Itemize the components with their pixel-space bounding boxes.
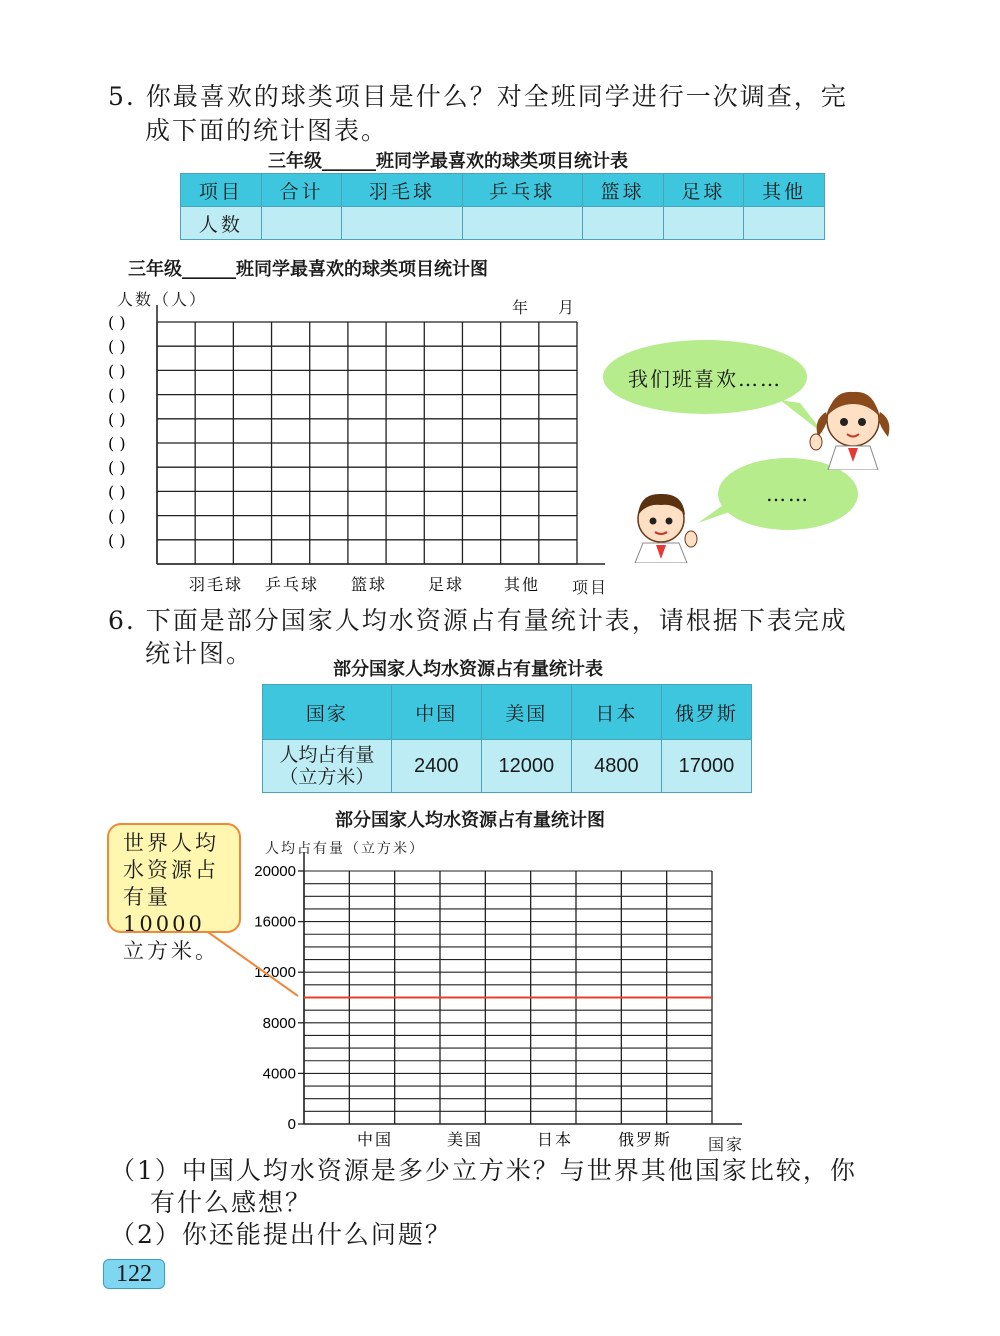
q5-th-1: 合计: [261, 174, 342, 207]
q5-th-2: 羽毛球: [342, 174, 462, 207]
q5-th-0: 项目: [181, 174, 262, 207]
q5-row-label: 人数: [181, 207, 262, 240]
q6-x-labels: [357, 1130, 672, 1149]
q5-line1: 5. 你最喜欢的球类项目是什么？对全班同学进行一次调查，完: [108, 82, 848, 111]
q6-sub1-line1: （1）中国人均水资源是多少立方米？与世界其他国家比较，你: [110, 1156, 857, 1185]
q5-line2: 成下面的统计图表。: [145, 116, 389, 145]
q6-table-title: 部分国家人均水资源占有量统计表: [333, 659, 603, 680]
q6-y-tick-label: 0: [287, 1116, 296, 1133]
q5-x-label: 足球: [427, 575, 465, 594]
q6-th-0: 国家: [263, 685, 392, 740]
q6-th-1: 中国: [391, 685, 481, 740]
note-line-3: 有量10000: [123, 885, 205, 936]
q6-value-usa: 12000: [481, 740, 571, 793]
q6-th-3: 日本: [571, 685, 661, 740]
q5-y-tick: ( ): [108, 482, 126, 502]
q6-value-japan: 4800: [571, 740, 661, 793]
q6-row-label-line2: （立方米）: [279, 766, 375, 788]
q6-y-tick-label: 20000: [254, 863, 296, 880]
note-line-2: 水资源占: [123, 858, 219, 882]
note-line-1: 世界人均: [123, 831, 219, 855]
q5-x-label: 羽毛球: [188, 575, 244, 594]
q5-y-tick: ( ): [108, 361, 126, 381]
q6-x-label: 俄罗斯: [617, 1130, 673, 1149]
q6-th-2: 美国: [481, 685, 571, 740]
q6-y-tick-label: 8000: [262, 1014, 296, 1032]
q6-x-label: 美国: [446, 1130, 484, 1149]
page-number: 122: [103, 1259, 165, 1289]
q6-line1: 6. 下面是部分国家人均水资源占有量统计表，请根据下表完成: [108, 606, 848, 635]
q6-x-label: 日本: [536, 1130, 574, 1149]
q5-y-tick: ( ): [108, 409, 126, 429]
q5-th-3: 乒乓球: [462, 174, 582, 207]
q6-y-tick-label: 12000: [254, 964, 296, 982]
speech-bubble-girl-text: 我们班喜欢……: [628, 366, 782, 391]
speech-bubble-boy-text: ……: [766, 482, 810, 506]
q6-value-russia: 17000: [661, 740, 751, 793]
q5-x-label: 乒乓球: [264, 575, 320, 594]
q6-sub2: （2）你还能提出什么问题？: [110, 1220, 452, 1249]
q5-th-6: 其他: [744, 174, 825, 207]
q6-x-axis-label: 国家: [708, 1135, 745, 1154]
q5-y-tick: ( ): [108, 337, 126, 357]
q5-y-axis-label: 人数（人）: [117, 290, 208, 309]
q6-y-axis-label: 人均占有量（立方米）: [265, 841, 425, 857]
q5-y-tick: ( ): [108, 506, 126, 526]
q5-th-5: 足球: [663, 174, 744, 207]
q6-grid: [304, 852, 742, 1124]
note-line-4: 立方米。: [123, 939, 219, 963]
q6-y-tick-label: 4000: [262, 1065, 296, 1083]
q6-y-ticks: [254, 863, 304, 1133]
q5-x-label: 篮球: [350, 575, 388, 594]
q5-y-tick: ( ): [108, 458, 126, 478]
q6-chart-title: 部分国家人均水资源占有量统计图: [335, 810, 605, 831]
q5-th-4: 篮球: [582, 174, 663, 207]
q5-y-tick: ( ): [108, 385, 126, 405]
q6-value-china: 2400: [391, 740, 481, 793]
q5-x-label: 其他: [503, 575, 541, 594]
q6-row-label-line1: 人均占有量: [279, 744, 375, 766]
q5-y-tick: ( ): [108, 530, 126, 550]
q6-line2: 统计图。: [145, 639, 254, 668]
q5-date-month: 月: [558, 298, 577, 317]
q6-y-tick-label: 16000: [254, 913, 296, 931]
q5-table-title: 三年级______班同学最喜欢的球类项目统计表: [268, 151, 628, 172]
q6-sub1-line2: 有什么感想？: [150, 1188, 313, 1217]
q6-th-4: 俄罗斯: [661, 685, 751, 740]
world-average-note: [107, 823, 241, 963]
q6-x-label: 中国: [356, 1130, 394, 1149]
q5-date-year: 年: [512, 298, 531, 317]
q5-y-tick: ( ): [108, 434, 126, 453]
q5-chart-title: 三年级______班同学最喜欢的球类项目统计图: [128, 259, 488, 280]
q5-x-axis-label: 项目: [572, 578, 609, 597]
q5-y-tick: ( ): [108, 313, 126, 332]
